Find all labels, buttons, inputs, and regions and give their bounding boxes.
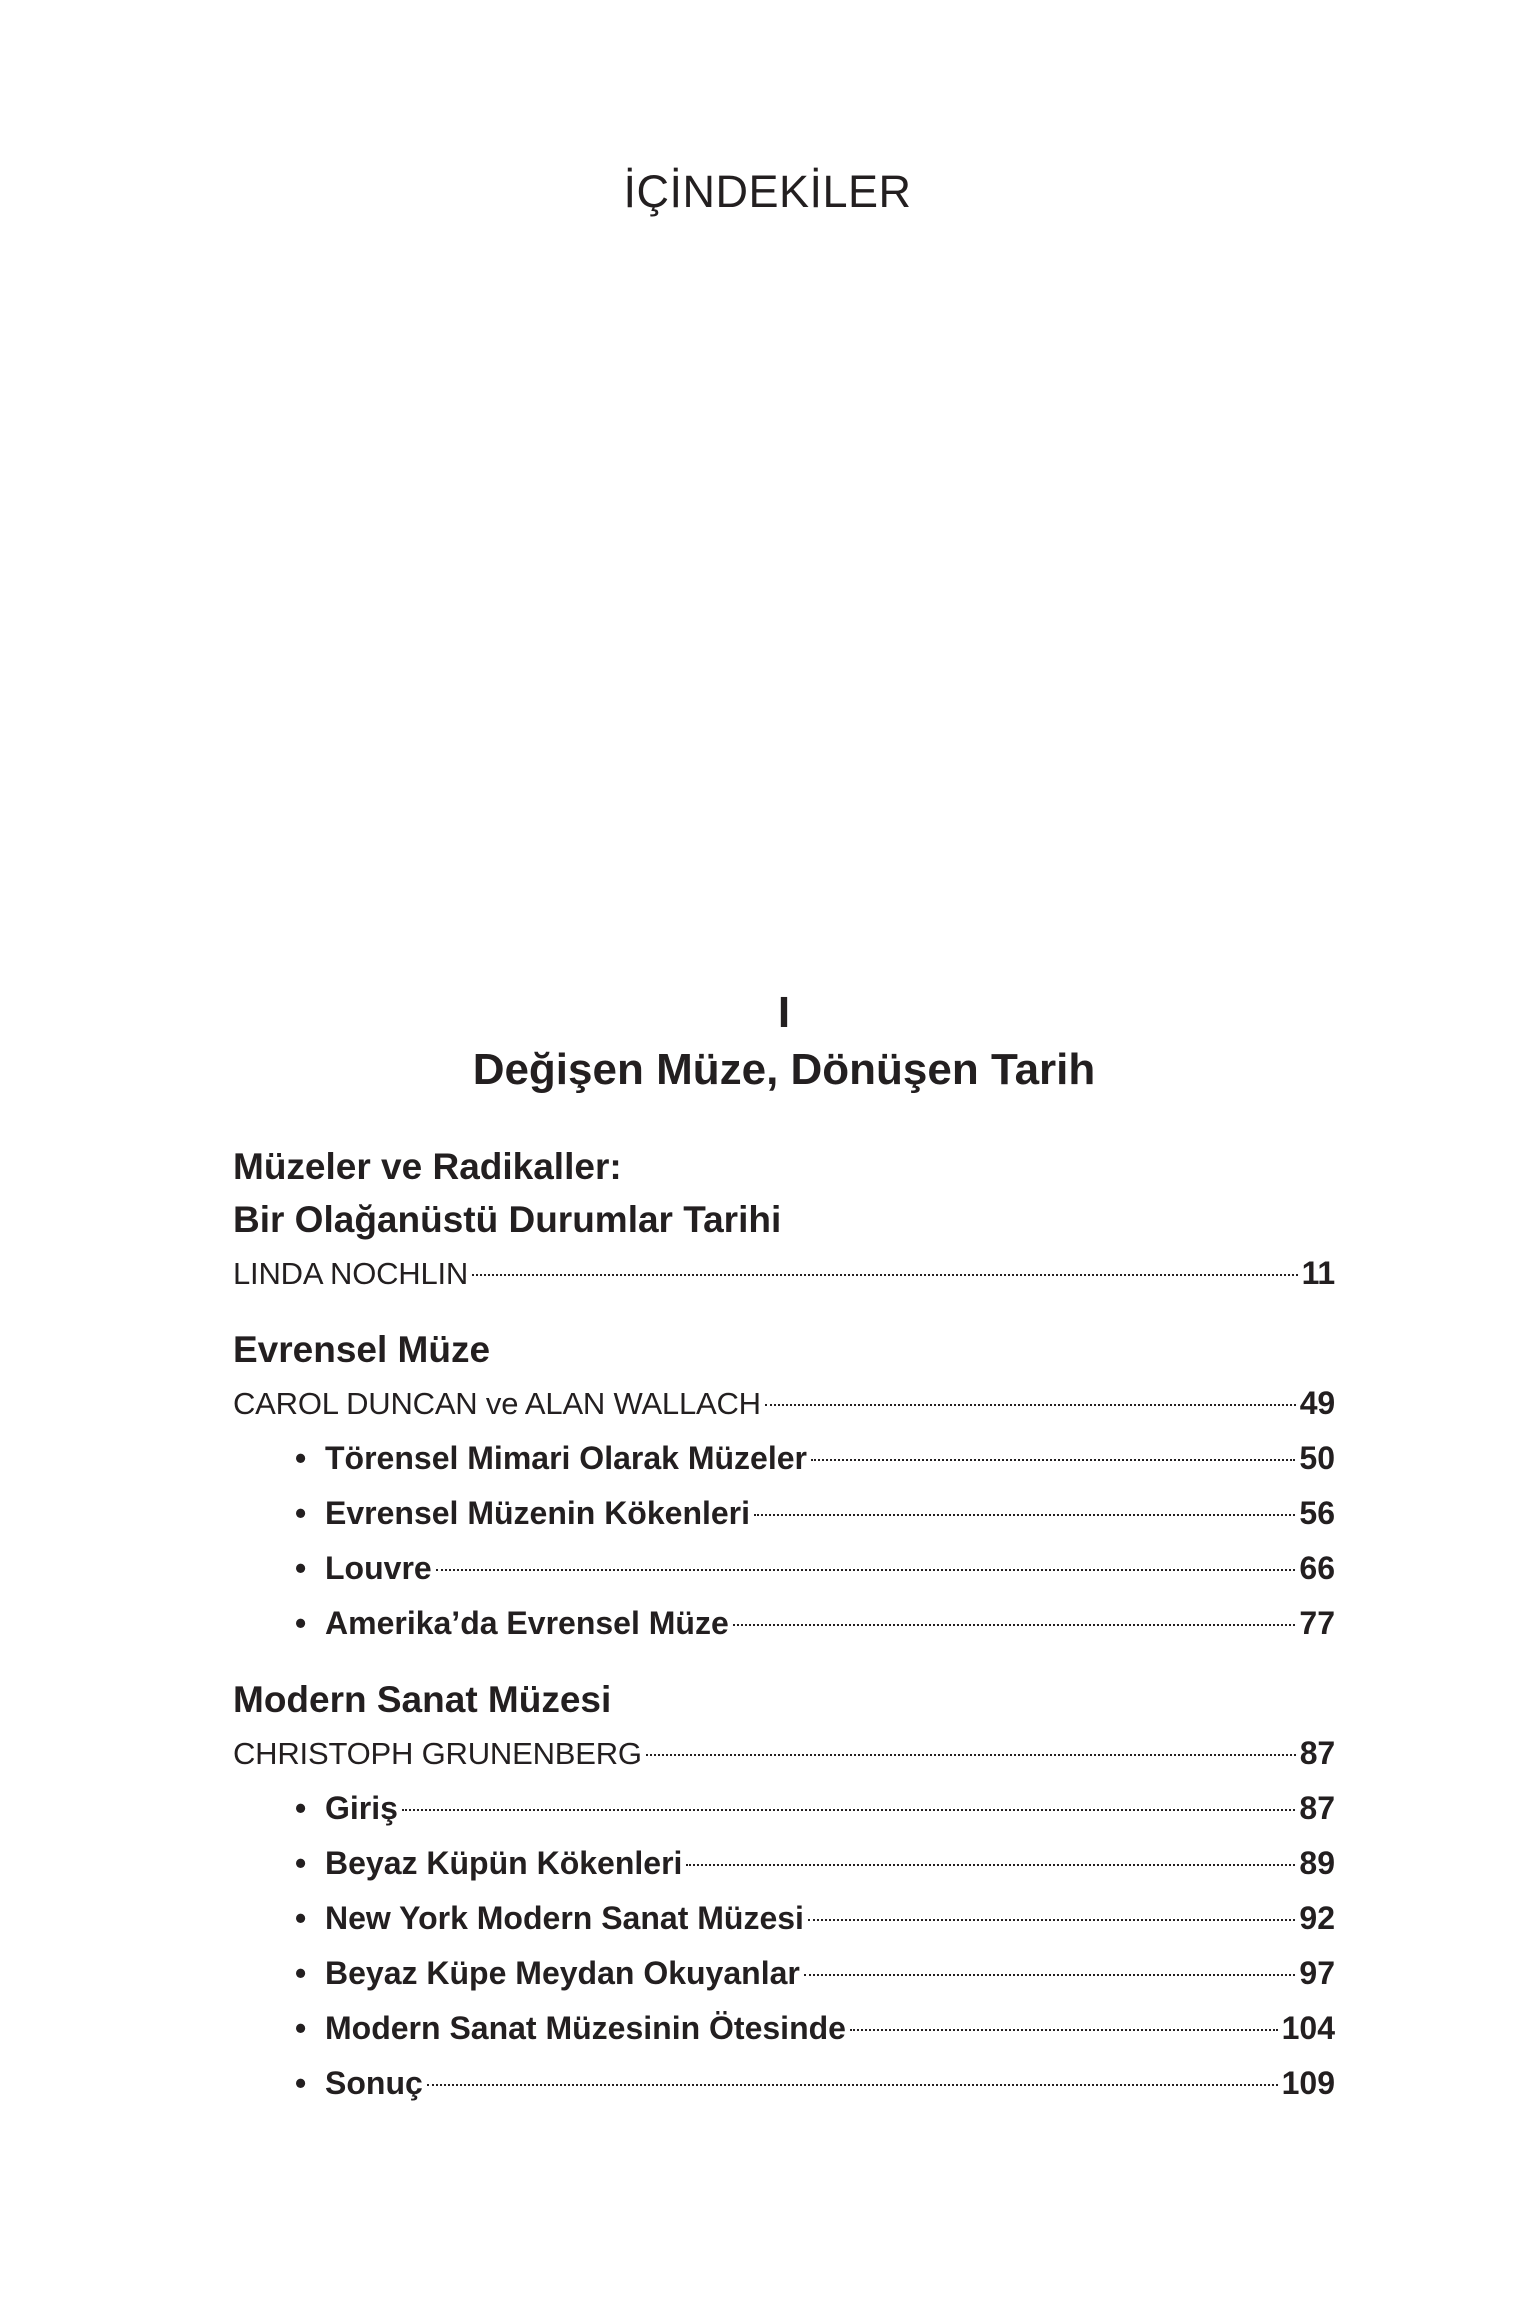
bullet-icon: • [295, 1955, 307, 1991]
author-row[interactable] [233, 1376, 1335, 1431]
section-label: Sonuç [325, 2065, 423, 2101]
page-number: 56 [1299, 1495, 1335, 1531]
bullet-icon: • [295, 2010, 307, 2046]
dot-leader [436, 1569, 1296, 1571]
dot-leader [686, 1864, 1295, 1866]
dot-leader [808, 1919, 1295, 1921]
section-row[interactable] [233, 2001, 1335, 2056]
chapter-title: Müzeler ve Radikaller: [233, 1146, 622, 1187]
section-row[interactable] [233, 1946, 1335, 2001]
dot-leader [850, 2029, 1278, 2031]
page-number: 11 [1301, 1255, 1335, 1291]
part-number: I [777, 988, 791, 1037]
dot-leader [427, 2084, 1278, 2086]
section-row[interactable] [233, 1596, 1335, 1651]
section-row[interactable] [233, 1781, 1335, 1836]
bullet-icon: • [295, 1605, 307, 1641]
dot-leader [804, 1974, 1296, 1976]
section-row[interactable] [233, 1541, 1335, 1596]
page-number: 104 [1281, 2010, 1335, 2046]
page-number: 77 [1299, 1605, 1335, 1641]
chapter-title: Evrensel Müze [233, 1329, 491, 1370]
dot-leader [402, 1809, 1295, 1811]
bullet-icon: • [295, 1900, 307, 1936]
bullet-icon: • [295, 1790, 307, 1826]
page-number: 87 [1299, 1790, 1335, 1826]
dot-leader [733, 1624, 1296, 1626]
bullet-icon: • [295, 2065, 307, 2101]
section-row[interactable] [233, 1891, 1335, 1946]
section-row[interactable] [233, 1486, 1335, 1541]
section-label: New York Modern Sanat Müzesi [325, 1900, 804, 1936]
chapter-entry [233, 1140, 1335, 1301]
section-label: Amerika’da Evrensel Müze [325, 1605, 729, 1641]
dot-leader [754, 1514, 1295, 1516]
table-of-contents [233, 1140, 1335, 2133]
section-row[interactable] [233, 2056, 1335, 2111]
page-number: 49 [1299, 1385, 1335, 1421]
section-row[interactable] [233, 1431, 1335, 1486]
author-name: LINDA NOCHLIN [233, 1256, 469, 1291]
part-title: Değişen Müze, Dönüşen Tarih [472, 1045, 1096, 1094]
author-name: CHRISTOPH GRUNENBERG [233, 1736, 642, 1771]
section-row[interactable] [233, 1836, 1335, 1891]
chapter-entry [233, 1673, 1335, 2111]
section-label: Törensel Mimari Olarak Müzeler [325, 1440, 807, 1476]
page-number: 92 [1299, 1900, 1335, 1936]
chapter-title: Bir Olağanüstü Durumlar Tarihi [233, 1199, 782, 1240]
page-title: İÇİNDEKİLER [623, 166, 912, 217]
author-row[interactable] [233, 1246, 1335, 1301]
bullet-icon: • [295, 1495, 307, 1531]
section-label: Evrensel Müzenin Kökenleri [325, 1495, 751, 1531]
page-number: 87 [1299, 1735, 1335, 1771]
bullet-icon: • [295, 1440, 307, 1476]
author-row[interactable] [233, 1726, 1335, 1781]
section-label: Beyaz Küpün Kökenleri [325, 1845, 683, 1881]
chapter-entry [233, 1323, 1335, 1651]
section-label: Giriş [325, 1790, 398, 1826]
page-number: 66 [1299, 1550, 1335, 1586]
page-number: 109 [1281, 2065, 1335, 2101]
author-name: CAROL DUNCAN ve ALAN WALLACH [233, 1386, 761, 1421]
dot-leader [811, 1459, 1295, 1461]
dot-leader [765, 1404, 1296, 1406]
section-label: Modern Sanat Müzesinin Ötesinde [325, 2010, 846, 2046]
page-number: 97 [1299, 1955, 1335, 1991]
page-number: 50 [1299, 1440, 1335, 1476]
chapter-title: Modern Sanat Müzesi [233, 1679, 612, 1720]
bullet-icon: • [295, 1845, 307, 1881]
section-label: Louvre [325, 1550, 432, 1586]
page-number: 89 [1299, 1845, 1335, 1881]
dot-leader [646, 1754, 1296, 1756]
section-label: Beyaz Küpe Meydan Okuyanlar [325, 1955, 800, 1991]
dot-leader [472, 1274, 1297, 1276]
bullet-icon: • [295, 1550, 307, 1586]
